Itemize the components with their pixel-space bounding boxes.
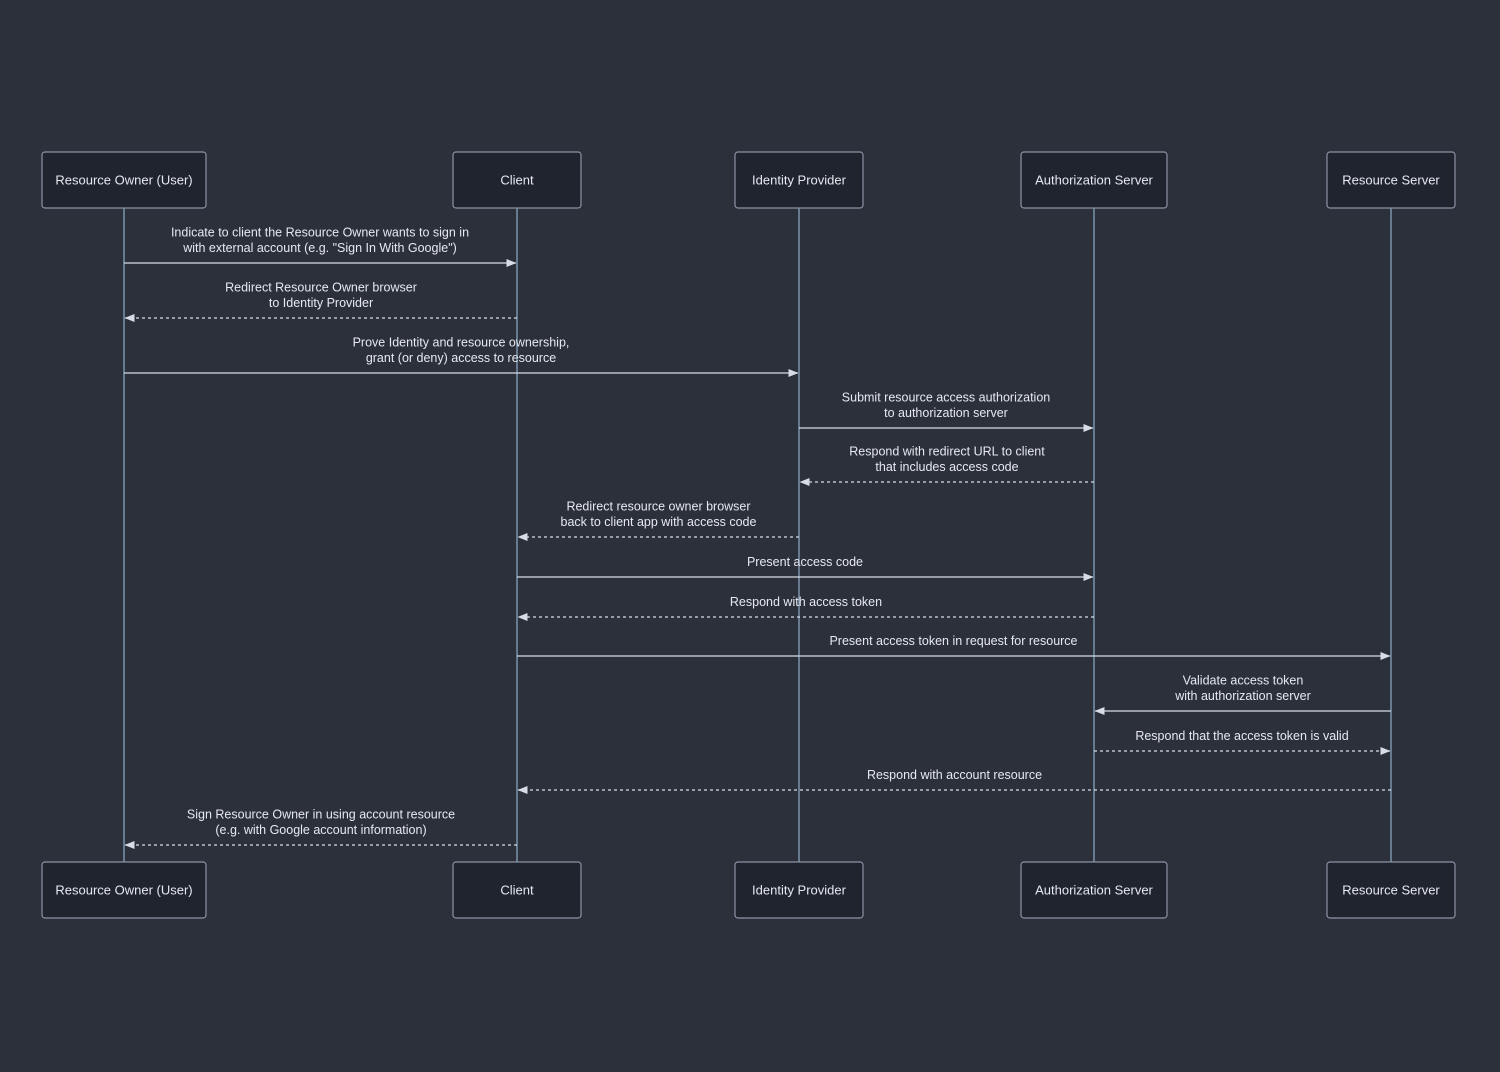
message-7 — [517, 555, 1093, 577]
message-label: Present access token in request for resource — [829, 634, 1078, 648]
actor-identity-provider-top[interactable] — [735, 152, 863, 208]
message-label: grant (or deny) access to resource — [365, 351, 557, 365]
message-3 — [124, 336, 798, 374]
message-8 — [518, 595, 1094, 617]
actor-authorization-server-bottom[interactable] — [1021, 862, 1167, 918]
message-6 — [518, 500, 799, 538]
actor-identity-provider-bottom[interactable] — [735, 862, 863, 918]
message-label: Redirect Resource Owner browser — [225, 280, 417, 295]
message-label: Respond with access token — [729, 595, 883, 609]
message-10 — [1095, 674, 1391, 712]
actor-label: Client — [500, 882, 534, 898]
actor-label: Authorization Server — [1035, 172, 1153, 188]
actor-client-bottom[interactable] — [453, 862, 581, 918]
actor-resource-server-bottom[interactable] — [1327, 862, 1455, 918]
message-label: Respond that the access token is valid — [1135, 729, 1349, 743]
message-5 — [800, 445, 1094, 483]
message-label: to Identity Provider — [268, 296, 374, 310]
message-label: Submit resource access authorization — [841, 390, 1051, 405]
actor-resource-owner-bottom[interactable] — [42, 862, 206, 918]
messages-group — [124, 226, 1391, 846]
message-label: back to client app with access code — [560, 515, 757, 529]
message-label: to authorization server — [884, 406, 1008, 420]
actor-authorization-server-top[interactable] — [1021, 152, 1167, 208]
actor-resource-owner-top[interactable] — [42, 152, 206, 208]
actor-label: Resource Owner (User) — [55, 172, 193, 188]
message-label: with external account (e.g. "Sign In With Google") — [183, 241, 457, 255]
message-12 — [518, 768, 1391, 790]
actor-label: Authorization Server — [1035, 882, 1153, 898]
actor-label: Client — [500, 172, 534, 188]
actor-label: Resource Server — [1342, 882, 1440, 898]
message-label: Sign Resource Owner in using account resource — [186, 807, 456, 822]
message-label: Validate access token — [1182, 673, 1304, 688]
message-1 — [124, 226, 516, 264]
message-2 — [125, 281, 517, 319]
message-label: Respond with account resource — [866, 768, 1043, 782]
actor-label: Resource Owner (User) — [55, 882, 193, 898]
message-label: with authorization server — [1175, 689, 1311, 703]
message-4 — [799, 391, 1093, 429]
actors-top-group — [42, 152, 1455, 208]
actor-resource-server-top[interactable] — [1327, 152, 1455, 208]
message-11 — [1094, 729, 1390, 751]
actor-label: Identity Provider — [752, 882, 846, 898]
message-13 — [125, 808, 517, 846]
actors-bottom-group — [42, 862, 1455, 918]
message-label: that includes access code — [875, 460, 1019, 474]
message-label: Indicate to client the Resource Owner wants to sign in — [170, 225, 470, 240]
message-9 — [517, 634, 1390, 656]
message-label: Prove Identity and resource ownership, — [352, 335, 570, 350]
message-label: Redirect resource owner browser — [566, 499, 751, 514]
message-label: Respond with redirect URL to client — [849, 444, 1045, 459]
actor-label: Resource Server — [1342, 172, 1440, 188]
actor-client-top[interactable] — [453, 152, 581, 208]
message-label: Present access code — [746, 555, 864, 569]
message-label: (e.g. with Google account information) — [215, 823, 427, 837]
actor-label: Identity Provider — [752, 172, 846, 188]
